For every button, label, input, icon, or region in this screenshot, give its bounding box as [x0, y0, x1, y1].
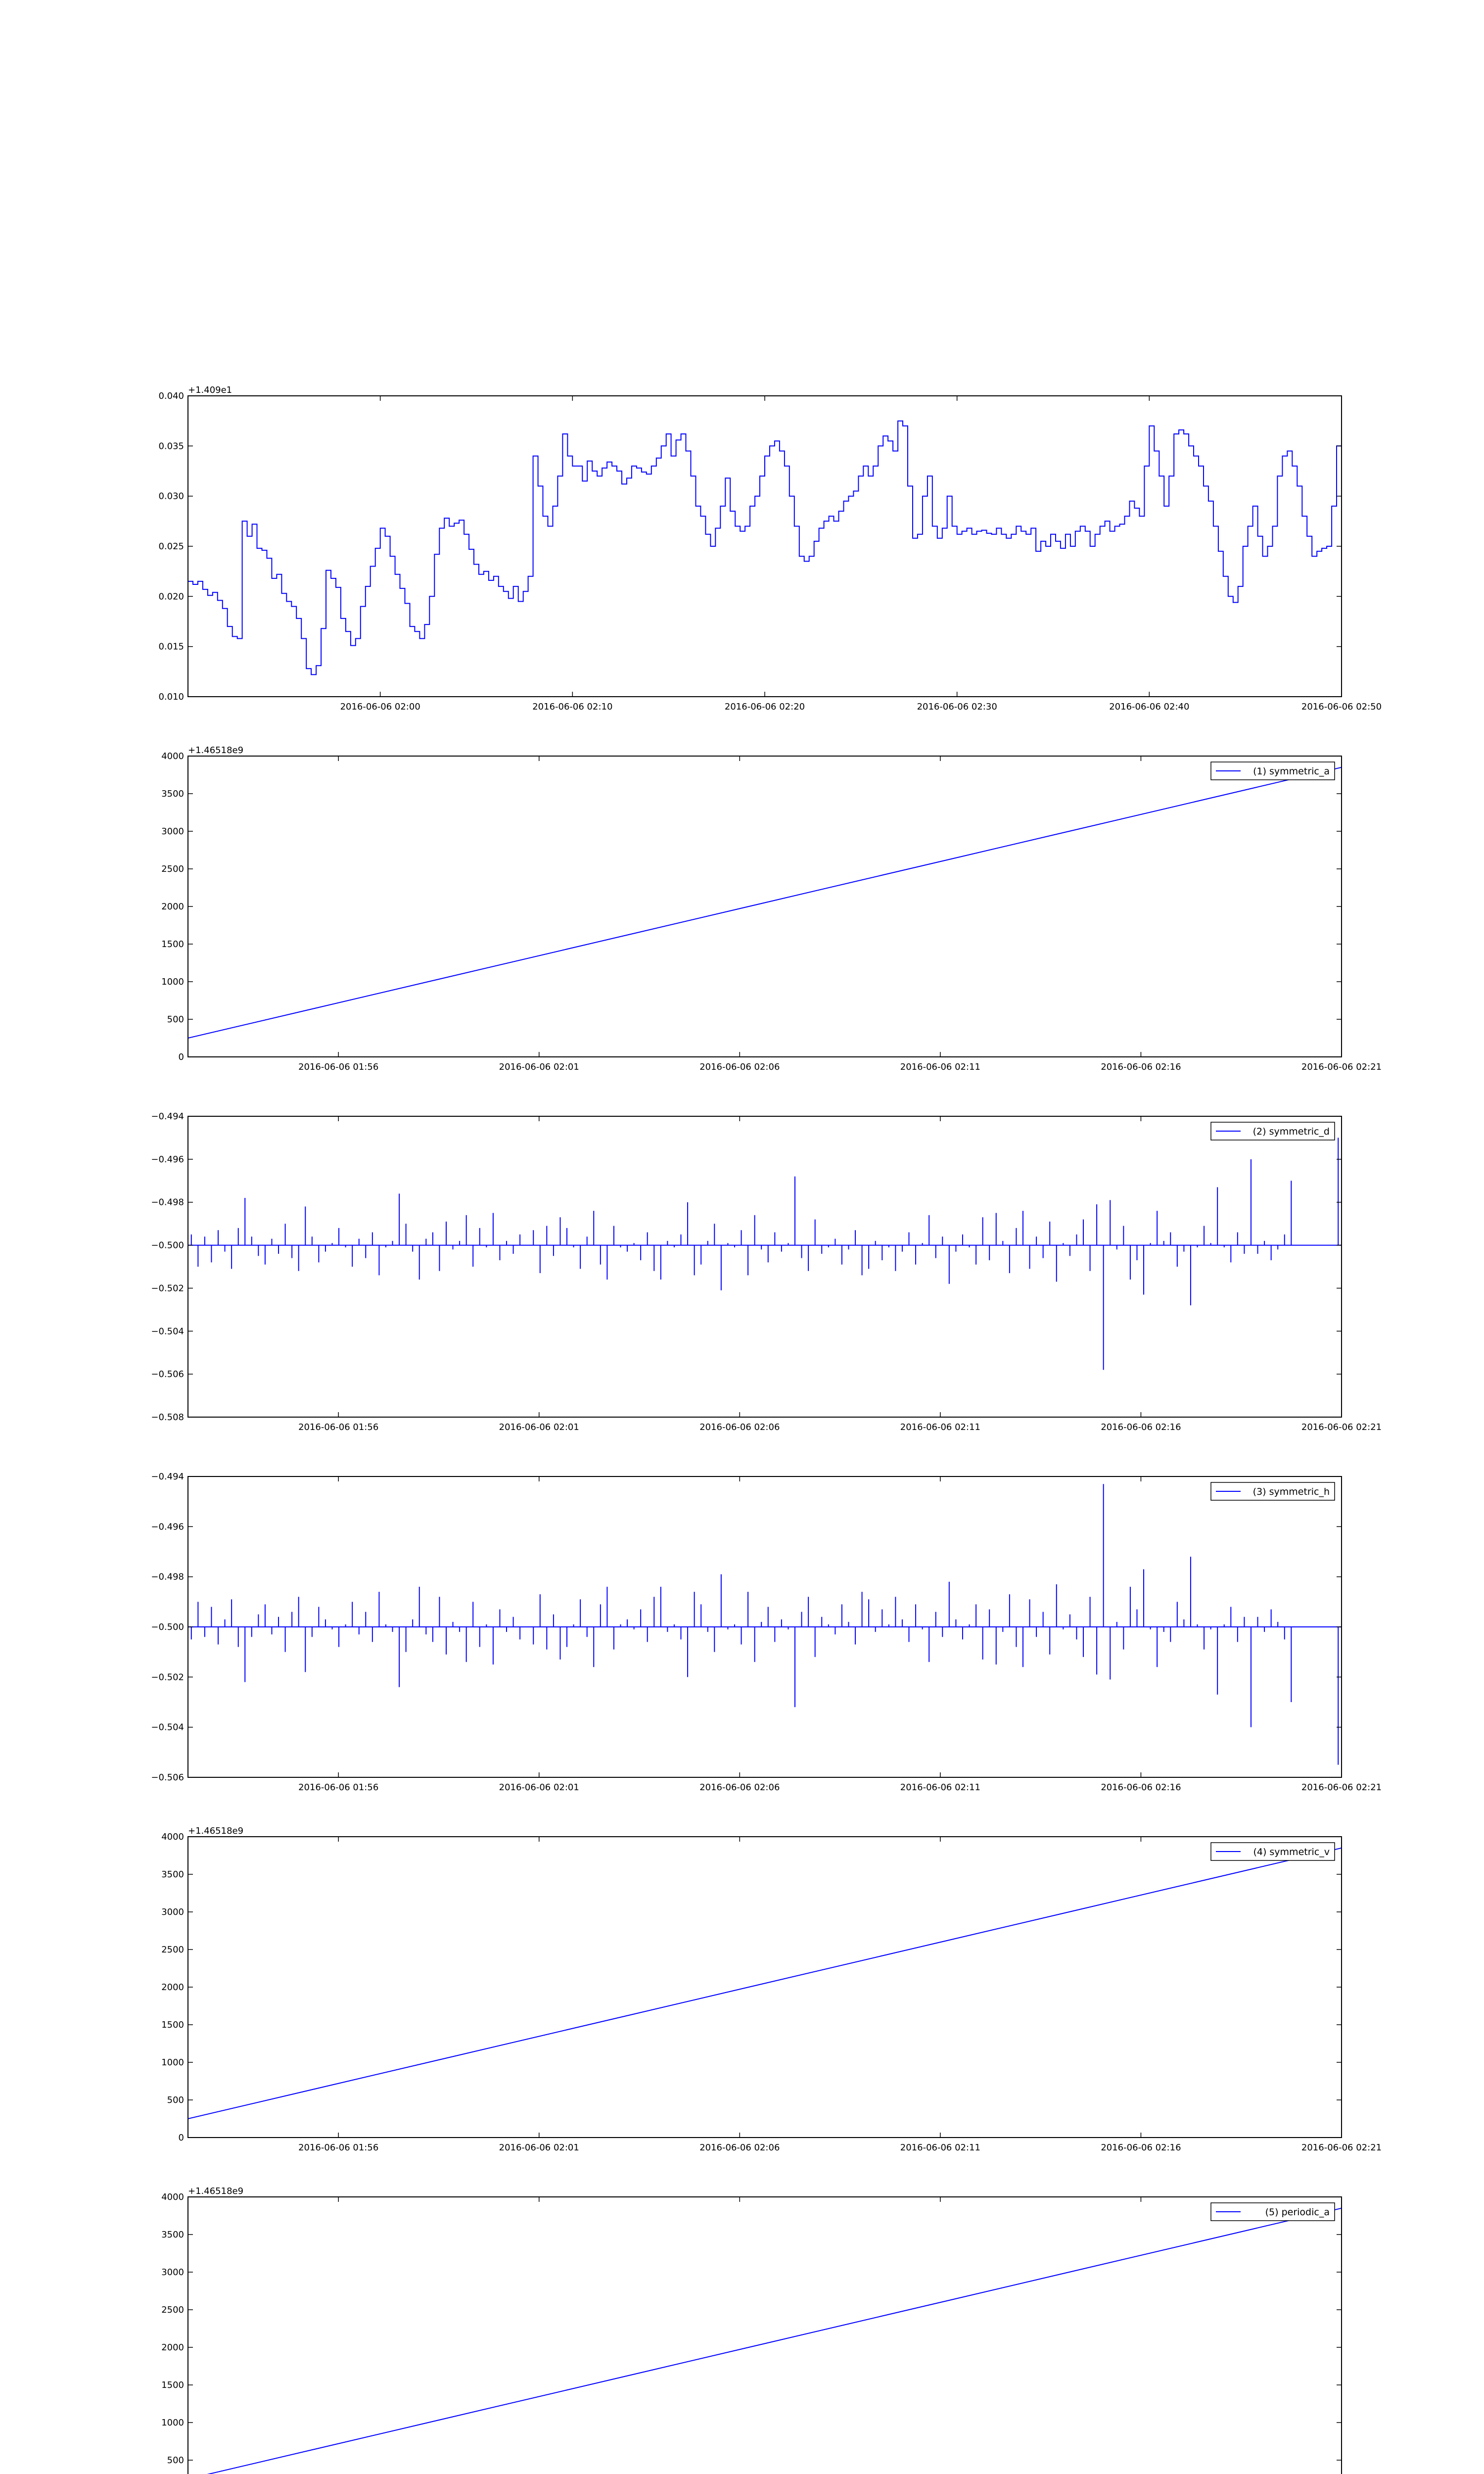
- x-tick-label: 2016-06-06 02:06: [699, 2142, 780, 2153]
- y-tick-label: 1500: [161, 2380, 184, 2390]
- subplot-2: [161, 745, 1382, 1072]
- y-tick-label: −0.502: [151, 1283, 184, 1294]
- y-tick-label: 3500: [161, 2230, 184, 2240]
- x-tick-label: 2016-06-06 01:56: [298, 2142, 379, 2153]
- x-tick-label: 2016-06-06 02:21: [1301, 1062, 1382, 1072]
- x-tick-label: 2016-06-06 02:21: [1301, 2142, 1382, 2153]
- y-tick-label: 3500: [161, 789, 184, 799]
- y-tick-label: 4000: [161, 751, 184, 761]
- y-tick-label: 0.025: [158, 541, 184, 552]
- y-tick-label: 2000: [161, 2342, 184, 2353]
- y-tick-label: 0: [178, 1052, 184, 1062]
- x-tick-label: 2016-06-06 02:06: [699, 1062, 780, 1072]
- x-tick-label: 2016-06-06 02:11: [900, 1062, 980, 1072]
- y-tick-label: 0.015: [158, 641, 184, 652]
- x-tick-label: 2016-06-06 02:11: [900, 1422, 980, 1432]
- x-tick-label: 2016-06-06 02:21: [1301, 1422, 1382, 1432]
- subplot-1: [158, 385, 1382, 712]
- x-tick-label: 2016-06-06 02:06: [699, 1782, 780, 1793]
- series-line: [188, 2208, 1342, 2474]
- y-tick-label: −0.494: [151, 1472, 184, 1482]
- y-tick-label: −0.504: [151, 1326, 184, 1337]
- y-tick-label: −0.496: [151, 1522, 184, 1532]
- x-tick-label: 2016-06-06 02:06: [699, 1422, 780, 1432]
- axis-offset-label: +1.409e1: [188, 385, 232, 395]
- series-line: [188, 767, 1342, 1038]
- y-tick-label: −0.500: [151, 1622, 184, 1632]
- y-tick-label: 500: [167, 2095, 184, 2105]
- y-tick-label: 3000: [161, 1907, 184, 1917]
- y-tick-label: 1000: [161, 977, 184, 987]
- x-tick-label: 2016-06-06 01:56: [298, 1062, 379, 1072]
- x-tick-label: 2016-06-06 02:11: [900, 2142, 980, 2153]
- y-tick-label: −0.506: [151, 1369, 184, 1380]
- y-tick-label: 0.040: [158, 391, 184, 401]
- legend-label: (2) symmetric_d: [1252, 1126, 1330, 1137]
- x-tick-label: 2016-06-06 02:16: [1101, 1782, 1181, 1793]
- axis-offset-label: +1.46518e9: [188, 2186, 244, 2196]
- y-tick-label: 3000: [161, 826, 184, 837]
- x-tick-label: 2016-06-06 02:21: [1301, 1782, 1382, 1793]
- y-tick-label: −0.498: [151, 1197, 184, 1208]
- subplot-6: [161, 2186, 1382, 2474]
- y-tick-label: 3000: [161, 2267, 184, 2278]
- axes-frame: [188, 2197, 1342, 2474]
- legend: [1211, 1122, 1335, 1140]
- y-tick-label: 500: [167, 1014, 184, 1025]
- legend-label: (3) symmetric_h: [1252, 1486, 1330, 1497]
- y-tick-label: −0.502: [151, 1672, 184, 1683]
- axis-offset-label: +1.46518e9: [188, 1826, 244, 1836]
- y-tick-label: 2500: [161, 864, 184, 874]
- y-tick-label: 2000: [161, 902, 184, 912]
- x-tick-label: 2016-06-06 02:20: [724, 702, 805, 712]
- y-tick-label: 0.030: [158, 491, 184, 502]
- legend-label: (5) periodic_a: [1265, 2207, 1330, 2218]
- x-tick-label: 2016-06-06 02:11: [900, 1782, 980, 1793]
- x-tick-label: 2016-06-06 02:10: [532, 702, 613, 712]
- legend: [1211, 1482, 1335, 1500]
- y-tick-label: −0.496: [151, 1154, 184, 1165]
- y-tick-label: 2000: [161, 1982, 184, 1993]
- x-tick-label: 2016-06-06 01:56: [298, 1422, 379, 1432]
- y-tick-label: −0.500: [151, 1240, 184, 1251]
- y-tick-label: −0.506: [151, 1772, 184, 1783]
- x-tick-label: 2016-06-06 02:00: [340, 702, 420, 712]
- legend: [1211, 762, 1335, 780]
- y-tick-label: 2500: [161, 2305, 184, 2315]
- subplot-3: [151, 1111, 1382, 1432]
- axis-offset-label: +1.46518e9: [188, 745, 244, 756]
- y-tick-label: 2500: [161, 1945, 184, 1955]
- series-line: [188, 421, 1342, 675]
- y-tick-label: 0.035: [158, 441, 184, 452]
- y-tick-label: 1000: [161, 2418, 184, 2428]
- y-tick-label: 0.010: [158, 692, 184, 702]
- axes-frame: [188, 1116, 1342, 1417]
- y-tick-label: 0: [178, 2133, 184, 2143]
- y-tick-label: 0.020: [158, 591, 184, 602]
- x-tick-label: 2016-06-06 02:30: [917, 702, 997, 712]
- y-tick-label: −0.494: [151, 1111, 184, 1122]
- y-tick-label: 4000: [161, 2192, 184, 2202]
- x-tick-label: 2016-06-06 02:16: [1101, 1422, 1181, 1432]
- subplot-4: [151, 1472, 1382, 1793]
- y-tick-label: 1000: [161, 2057, 184, 2068]
- x-tick-label: 2016-06-06 02:40: [1109, 702, 1190, 712]
- y-tick-label: −0.508: [151, 1412, 184, 1423]
- y-tick-label: −0.498: [151, 1571, 184, 1582]
- series-line: [188, 1848, 1342, 2119]
- x-tick-label: 2016-06-06 02:01: [499, 1422, 579, 1432]
- subplot-5: [161, 1826, 1382, 2153]
- y-tick-label: 4000: [161, 1832, 184, 1842]
- x-tick-label: 2016-06-06 02:01: [499, 1062, 579, 1072]
- y-tick-label: −0.504: [151, 1722, 184, 1733]
- axes-frame: [188, 756, 1342, 1057]
- x-tick-label: 2016-06-06 02:01: [499, 2142, 579, 2153]
- y-tick-label: 3500: [161, 1869, 184, 1880]
- axes-frame: [188, 1837, 1342, 2138]
- y-tick-label: 1500: [161, 2020, 184, 2030]
- x-tick-label: 2016-06-06 02:16: [1101, 2142, 1181, 2153]
- x-tick-label: 2016-06-06 02:16: [1101, 1062, 1181, 1072]
- legend-label: (1) symmetric_a: [1253, 766, 1330, 777]
- y-tick-label: 500: [167, 2455, 184, 2466]
- axes-frame: [188, 396, 1342, 697]
- legend-label: (4) symmetric_v: [1253, 1847, 1330, 1857]
- legend: [1211, 1843, 1335, 1860]
- x-tick-label: 2016-06-06 02:01: [499, 1782, 579, 1793]
- x-tick-label: 2016-06-06 02:50: [1301, 702, 1382, 712]
- y-tick-label: 1500: [161, 939, 184, 950]
- legend: [1211, 2203, 1335, 2221]
- x-tick-label: 2016-06-06 01:56: [298, 1782, 379, 1793]
